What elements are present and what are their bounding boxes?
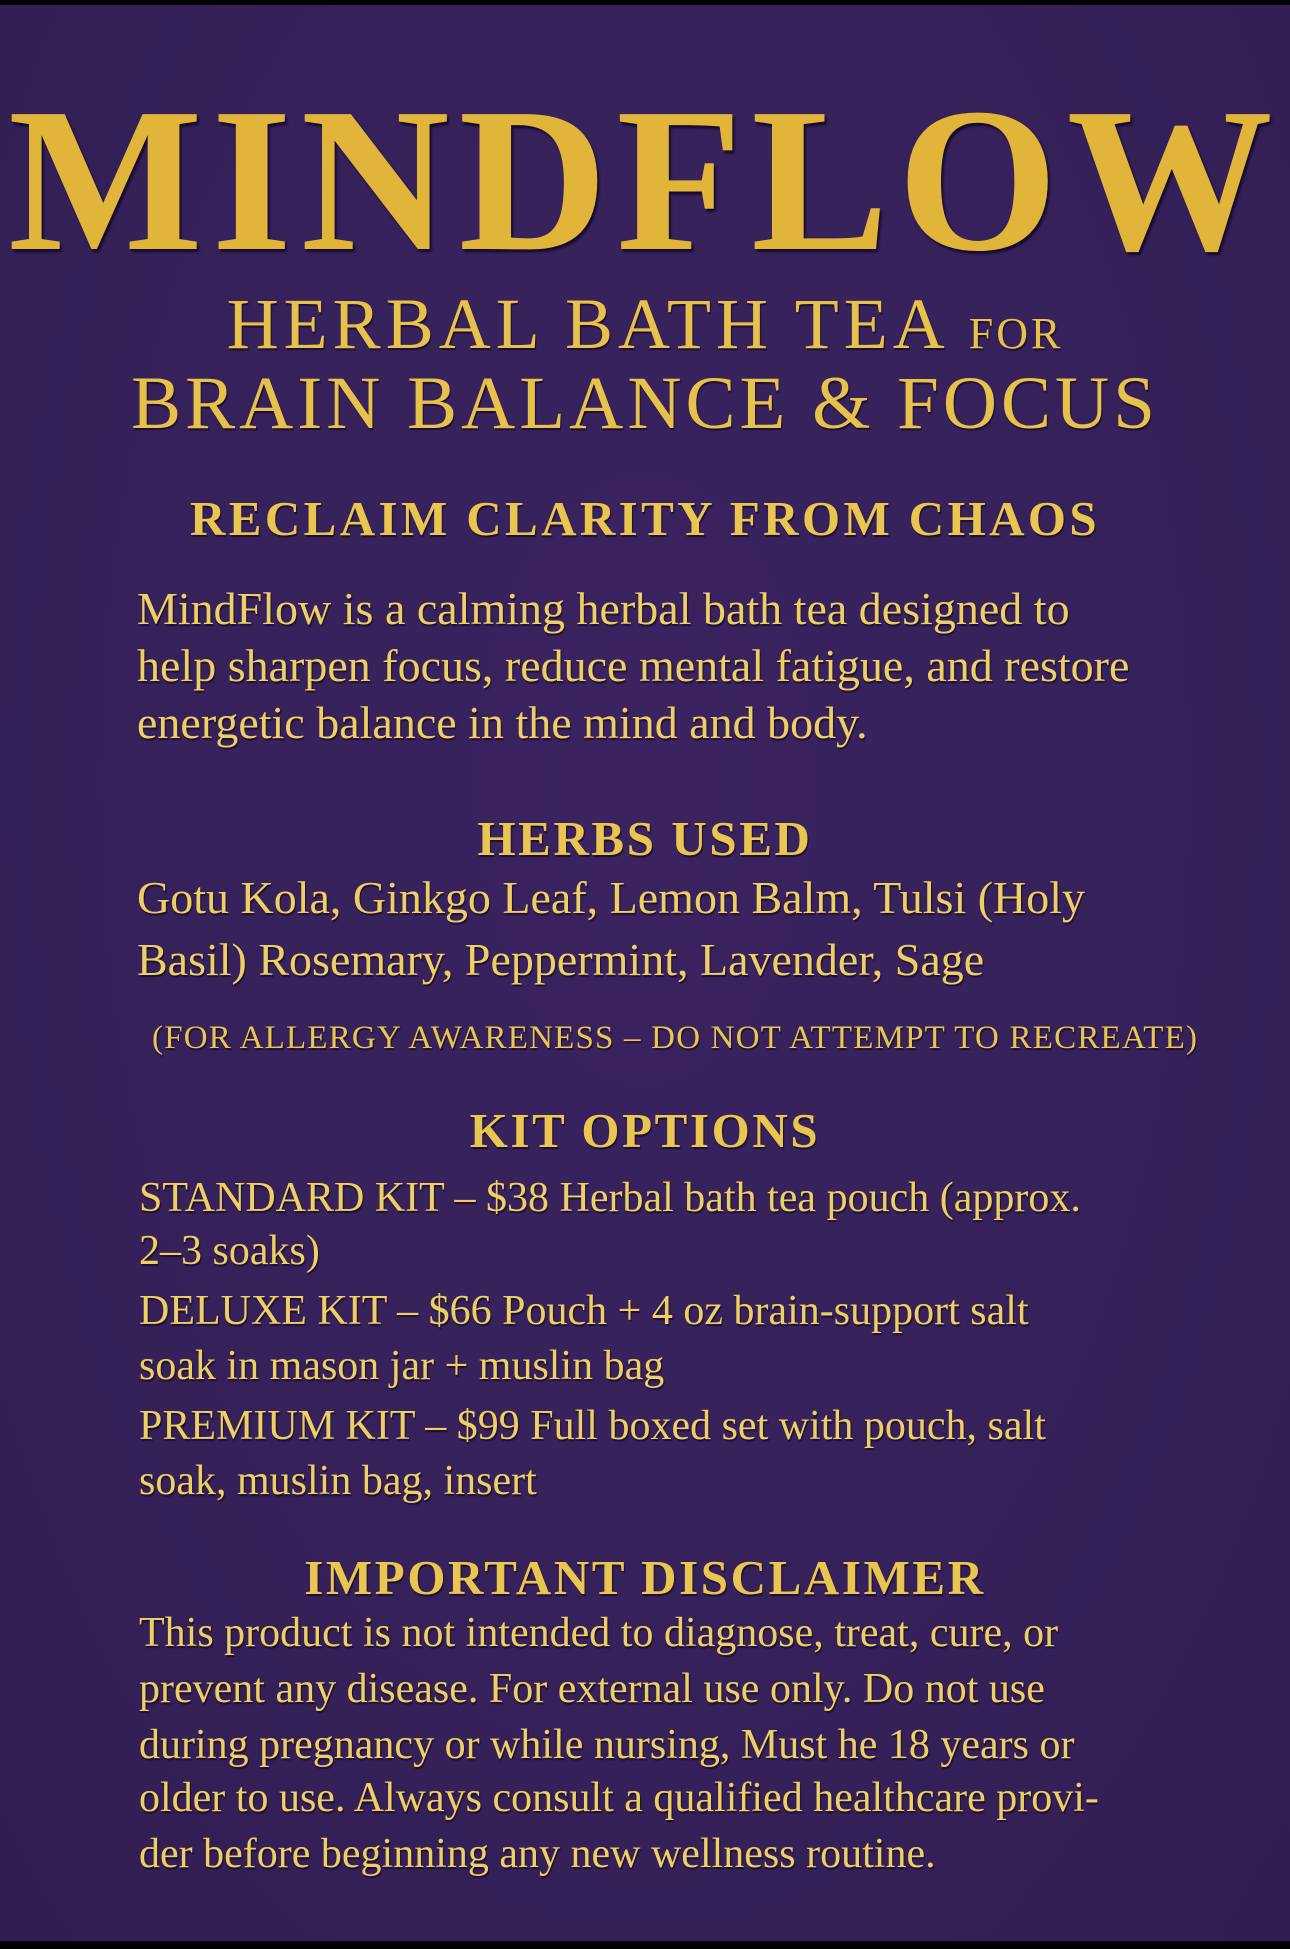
product-subtitle-line1 — [0, 284, 1290, 364]
herbs-line: Basil) Rosemary, Peppermint, Lavender, Sage — [137, 934, 985, 985]
disclaimer-heading: IMPORTANT DISCLAIMER — [304, 1550, 986, 1605]
intro-line: help sharpen focus, reduce mental fatigue, and restore — [137, 640, 1130, 691]
disclaimer-line: during pregnancy or while nursing, Must he 18 years or — [139, 1722, 1075, 1768]
herbs-line: Gotu Kola, Ginkgo Leaf, Lemon Balm, Tulsi (Holy — [137, 872, 1086, 923]
kit-line: 2–3 soaks) — [139, 1228, 320, 1274]
product-subtitle-line2: BRAIN BALANCE & FOCUS — [131, 362, 1159, 445]
herbs-heading: HERBS USED — [477, 811, 813, 866]
kit-line: soak, muslin bag, insert — [139, 1458, 537, 1504]
intro-line: MindFlow is a calming herbal bath tea designed to — [137, 583, 1070, 634]
subtitle-main: HERBAL BATH TEA — [226, 284, 946, 364]
disclaimer-line: This product is not intended to diagnose, treat, cure, or — [139, 1610, 1059, 1656]
disclaimer-line: older to use. Always consult a qualified healthcare provi- — [139, 1775, 1099, 1821]
disclaimer-line: prevent any disease. For external use only. Do not use — [139, 1666, 1045, 1712]
kit-options-heading: KIT OPTIONS — [469, 1103, 821, 1158]
intro-line: energetic balance in the mind and body. — [137, 697, 868, 748]
product-title: MINDFLOW — [8, 65, 1282, 294]
allergy-note: (FOR ALLERGY AWARENESS – DO NOT ATTEMPT TO RECREATE) — [152, 1020, 1199, 1056]
disclaimer-line: der before beginning any new wellness routine. — [139, 1831, 936, 1877]
kit-line: DELUXE KIT – $66 Pouch + 4 oz brain-support salt — [139, 1288, 1029, 1334]
tagline: RECLAIM CLARITY FROM CHAOS — [189, 491, 1101, 546]
kit-line: STANDARD KIT – $38 Herbal bath tea pouch (approx. — [139, 1175, 1081, 1221]
kit-line: soak in mason jar + muslin bag — [139, 1343, 665, 1389]
kit-line: PREMIUM KIT – $99 Full boxed set with pouch, salt — [139, 1403, 1046, 1449]
subtitle-for: FOR — [968, 309, 1064, 358]
